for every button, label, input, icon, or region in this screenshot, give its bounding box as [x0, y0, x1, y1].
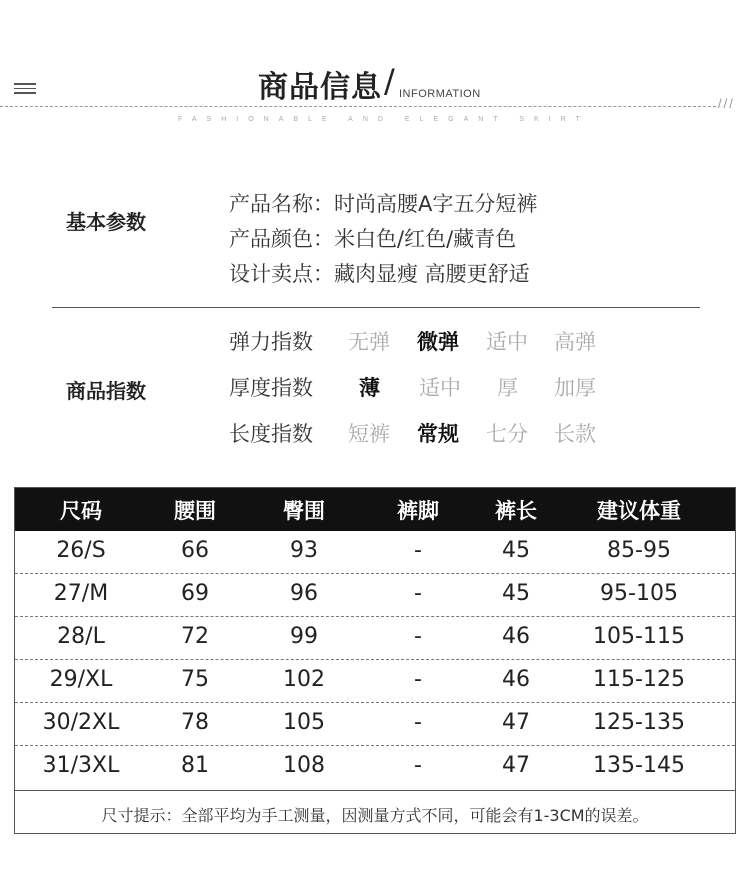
table-cell: 95-105	[600, 581, 678, 606]
table-cell: 102	[283, 667, 325, 692]
table-cell: -	[414, 753, 422, 778]
table-row	[15, 574, 735, 617]
table-cell: 45	[502, 538, 530, 563]
index-option: 适中	[419, 376, 461, 400]
table-cell: -	[414, 710, 422, 735]
index-option: 无弹	[348, 330, 390, 354]
page-title: 商品信息	[258, 70, 382, 105]
index-option: 高弹	[554, 330, 596, 354]
table-cell: 46	[502, 667, 530, 692]
table-cell: 99	[290, 624, 318, 649]
index-option: 加厚	[554, 376, 596, 400]
table-cell: 69	[181, 581, 209, 606]
table-cell: 30/2XL	[42, 710, 120, 735]
table-row	[15, 660, 735, 703]
table-cell: 108	[283, 753, 325, 778]
table-cell: 81	[181, 753, 209, 778]
table-cell: 93	[290, 538, 318, 563]
index-name: 弹力指数	[229, 330, 313, 354]
table-cell: 115-125	[593, 667, 685, 692]
page-subtitle-en: INFORMATION	[399, 88, 481, 100]
menu-icon	[14, 83, 36, 95]
column-header: 腰围	[174, 499, 216, 523]
index-option: 厚	[497, 376, 518, 400]
param-name: 产品名称：时尚高腰A字五分短裤	[229, 192, 538, 216]
column-header: 尺码	[60, 499, 102, 523]
table-row	[15, 703, 735, 746]
basic-params-label: 基本参数	[66, 210, 146, 234]
table-cell: 96	[290, 581, 318, 606]
table-cell: 66	[181, 538, 209, 563]
index-option: 薄	[359, 376, 380, 400]
column-header: 裤脚	[397, 499, 439, 523]
table-cell: 26/S	[56, 538, 106, 563]
index-option: 常规	[417, 422, 459, 446]
indices-label: 商品指数	[66, 379, 146, 403]
table-cell: -	[414, 538, 422, 563]
title-slash: /	[384, 62, 395, 100]
index-name: 厚度指数	[229, 376, 313, 400]
table-cell: 135-145	[593, 753, 685, 778]
column-header: 裤长	[495, 499, 537, 523]
table-cell: 47	[502, 753, 530, 778]
table-cell: 45	[502, 581, 530, 606]
table-cell: 31/3XL	[42, 753, 120, 778]
index-option: 七分	[486, 422, 528, 446]
table-cell: -	[414, 624, 422, 649]
table-cell: 46	[502, 624, 530, 649]
tagline: FASHIONABLE AND ELEGANT SKIRT	[178, 116, 590, 123]
table-row	[15, 617, 735, 660]
table-cell: 85-95	[607, 538, 671, 563]
table-cell: 75	[181, 667, 209, 692]
table-cell: 28/L	[57, 624, 105, 649]
table-cell: 29/XL	[49, 667, 113, 692]
section-divider	[52, 307, 700, 308]
param-color: 产品颜色：米白色/红色/藏青色	[229, 227, 517, 251]
table-header	[15, 488, 735, 531]
table-cell: -	[414, 667, 422, 692]
table-cell: -	[414, 581, 422, 606]
index-option: 长款	[554, 422, 596, 446]
column-header: 臀围	[283, 499, 325, 523]
table-cell: 47	[502, 710, 530, 735]
param-feature: 设计卖点：藏肉显瘦 高腰更舒适	[229, 262, 530, 286]
table-cell: 105	[283, 710, 325, 735]
column-header: 建议体重	[597, 499, 681, 523]
table-row	[15, 531, 735, 574]
header-divider	[0, 106, 716, 107]
index-name: 长度指数	[229, 422, 313, 446]
table-cell: 72	[181, 624, 209, 649]
table-cell: 27/M	[53, 581, 109, 606]
table-footer	[15, 790, 735, 833]
size-table	[14, 487, 736, 834]
decor-slashes: ///	[718, 96, 735, 111]
table-cell: 78	[181, 710, 209, 735]
table-row	[15, 746, 735, 789]
index-option: 适中	[486, 330, 528, 354]
table-cell: 105-115	[593, 624, 685, 649]
size-note: 尺寸提示：全部平均为手工测量，因测量方式不同，可能会有1-3CM的误差。	[101, 806, 649, 825]
index-option: 短裤	[348, 422, 390, 446]
index-option: 微弹	[417, 330, 459, 354]
table-cell: 125-135	[593, 710, 685, 735]
